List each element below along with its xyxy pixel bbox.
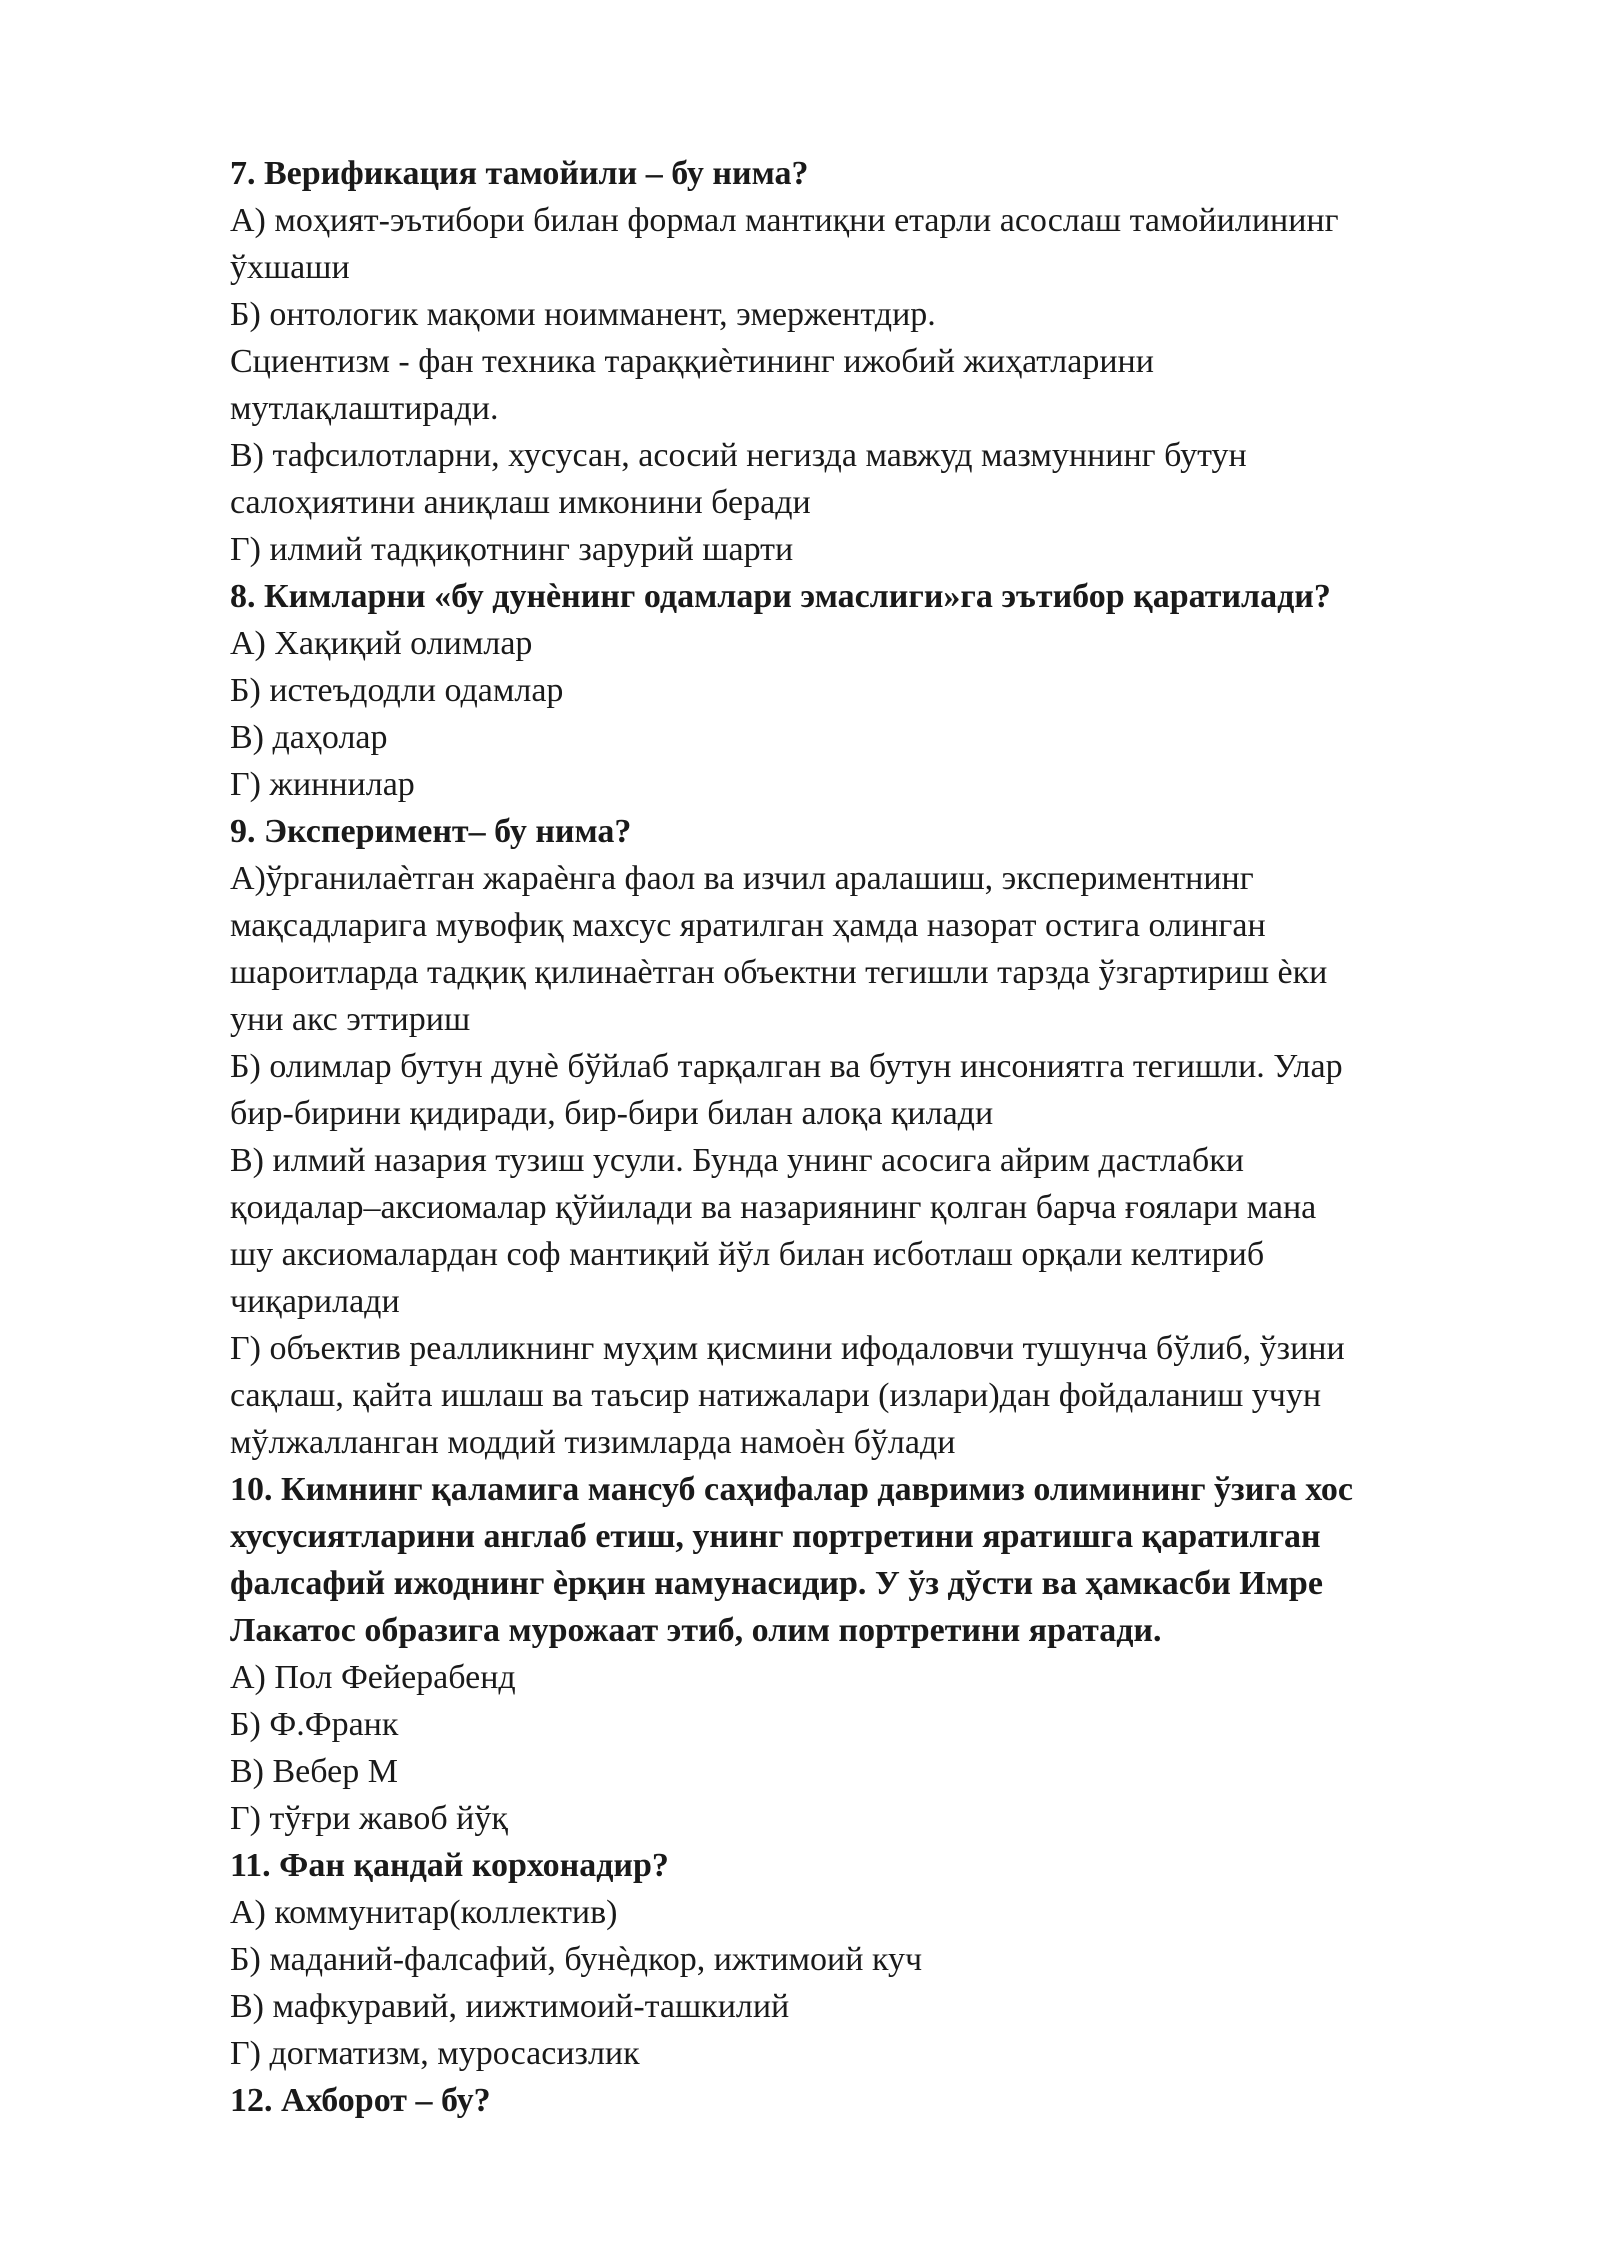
question-7-option-b: Б) онтологик мақоми ноимманент, эмержентдир. — [230, 296, 936, 333]
document-page — [230, 150, 1530, 2124]
question-9-option-g-cont: мўлжалланган моддий тизимларда намоѐн бўлади — [230, 1424, 956, 1461]
question-10-option-v: В) Вебер М — [230, 1753, 398, 1790]
question-10-title: 10. Кимнинг қаламига мансуб саҳифалар давримиз олимининг ўзига хос — [230, 1471, 1354, 1508]
question-10-title-cont: хусусиятларини англаб етиш, унинг портретини яратишга қаратилган — [230, 1518, 1321, 1555]
question-10-title-cont: фалсафий ижоднинг ѐрқин намунасидир. У ўз дўсти ва ҳамкасби Имре — [230, 1565, 1323, 1602]
question-7-title: 7. Верификация тамойили – бу нима? — [230, 155, 809, 192]
question-10-option-b: Б) Ф.Франк — [230, 1706, 399, 1743]
question-9-option-a: А)ўрганилаѐтган жараѐнга фаол ва изчил аралашиш, экспериментнинг — [230, 860, 1254, 897]
question-9-title: 9. Эксперимент– бу нима? — [230, 813, 632, 850]
question-9-option-v-cont: қоидалар–аксиомалар қўйилади ва назариянинг қолган барча ғоялари мана — [230, 1189, 1317, 1226]
question-9-option-a-cont: мақсадларига мувофиқ махсус яратилган ҳамда назорат остига олинган — [230, 907, 1266, 944]
question-10-title-cont: Лакатос образига мурожаат этиб, олим портретини яратади. — [230, 1612, 1162, 1649]
question-7-text-line-cont: мутлақлаштиради. — [230, 390, 499, 427]
question-10-option-a: А) Пол Фейерабенд — [230, 1659, 516, 1696]
question-8-option-g: Г) жиннилар — [230, 766, 415, 803]
question-8-option-a: А) Хақиқий олимлар — [230, 625, 533, 662]
question-9-option-v-cont: шу аксиомалардан соф мантиқий йўл билан исботлаш орқали келтириб — [230, 1236, 1265, 1273]
question-7-option-a: А) моҳият-эътибори билан формал мантиқни етарли асослаш тамойилининг — [230, 202, 1339, 239]
question-9-option-a-cont: уни акс эттириш — [230, 1001, 471, 1038]
question-9-option-b-cont: бир-бирини қидиради, бир-бири билан алоқа қилади — [230, 1095, 994, 1132]
question-9-option-v-cont: чиқарилади — [230, 1283, 400, 1320]
question-11-option-b: Б) маданий-фалсафий, бунѐдкор, ижтимоий куч — [230, 1941, 923, 1978]
question-8-title: 8. Кимларни «бу дунѐнинг одамлари эмаслиги»га эътибор қаратилади? — [230, 578, 1331, 615]
question-7-option-v: В) тафсилотларни, хусусан, асосий негизда мавжуд мазмуннинг бутун — [230, 437, 1247, 474]
question-9-option-v: В) илмий назария тузиш усули. Бунда унинг асосига айрим дастлабки — [230, 1142, 1244, 1179]
question-11-option-a: А) коммунитар(коллектив) — [230, 1894, 618, 1931]
question-12-title: 12. Ахборот – бу? — [230, 2082, 491, 2119]
question-7-option-g: Г) илмий тадқиқотнинг зарурий шарти — [230, 531, 794, 568]
question-9-option-b: Б) олимлар бутун дунѐ бўйлаб тарқалган ва бутун инсониятга тегишли. Улар — [230, 1048, 1343, 1085]
question-9-option-a-cont: шароитларда тадқиқ қилинаѐтган объектни тегишли тарзда ўзгартириш ѐки — [230, 954, 1328, 991]
question-11-title: 11. Фан қандай корхонадир? — [230, 1847, 669, 1884]
question-7-option-v-cont: салоҳиятини аниқлаш имконини беради — [230, 484, 811, 521]
question-8-option-b: Б) истеъдодли одамлар — [230, 672, 564, 709]
question-11-option-g: Г) догматизм, муросасизлик — [230, 2035, 640, 2072]
question-10-option-g: Г) тўғри жавоб йўқ — [230, 1800, 508, 1837]
question-8-option-v: В) даҳолар — [230, 719, 388, 756]
question-9-option-g: Г) объектив реалликнинг муҳим қисмини ифодаловчи тушунча бўлиб, ўзини — [230, 1330, 1345, 1367]
question-7-text-line: Сциентизм - фан техника тараққиѐтининг ижобий жиҳатларини — [230, 343, 1154, 380]
question-9-option-g-cont: сақлаш, қайта ишлаш ва таъсир натижалари (излари)дан фойдаланиш учун — [230, 1377, 1322, 1414]
question-11-option-v: В) мафкуравий, иижтимоий-ташкилий — [230, 1988, 790, 2025]
question-7-option-a-cont: ўхшаши — [230, 249, 350, 286]
